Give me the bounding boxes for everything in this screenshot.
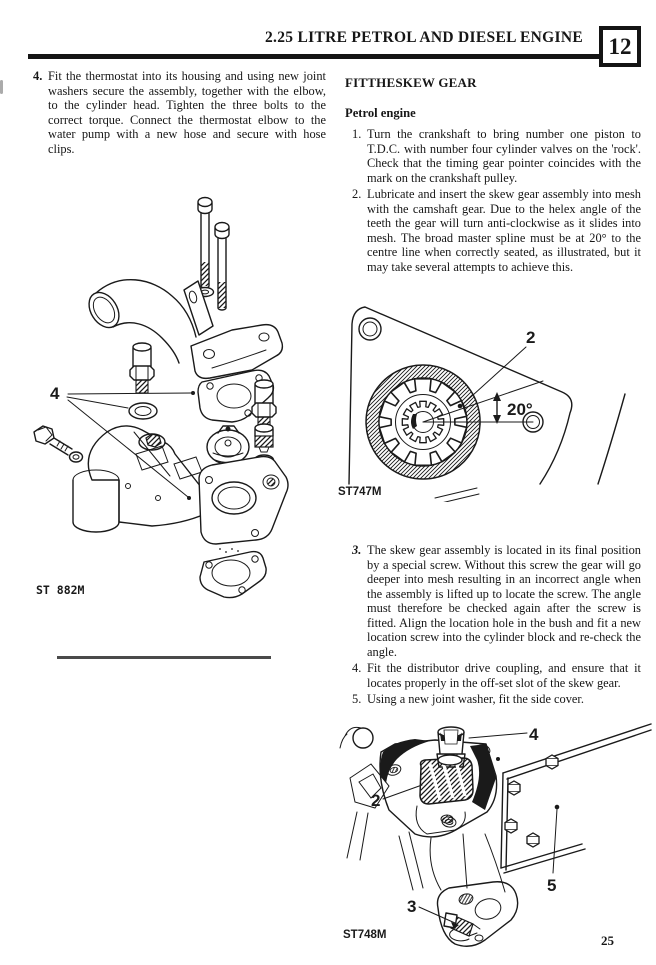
page-number: 25 <box>601 933 614 948</box>
step-item <box>352 661 641 690</box>
step-item <box>352 692 641 707</box>
figure-label-st747m: ST747M <box>338 486 382 498</box>
step-text: Fit the distributor drive coupling, and ensure that it locates properly in the off-set slot of the skew gear. <box>367 661 641 690</box>
page-title: 2.25 LITRE PETROL AND DIESEL ENGINE <box>264 29 583 46</box>
step-text: Lubricate and insert the skew gear assembly into mesh with the camshaft gear. Due to the helex angle of the teeth the gear will turn anti-clockwise as it slides into mesh. The broad master spline must be at 20° to the centre line when correctly seated, as illustrated, but it may take several attempts to achieve this. <box>367 187 641 274</box>
cover-bolt <box>508 781 520 795</box>
steps-list-2 <box>352 543 641 707</box>
left-column <box>33 69 326 156</box>
figure-thermostat-exploded <box>12 180 330 608</box>
step-text: Turn the crankshaft to bring number one piston to T.D.C. with number four cylinder valves on the 'rock'. Check that the timing gear pointer coincides with the mark on the crankshaft pulley. <box>367 127 641 185</box>
location-screw <box>444 913 480 941</box>
figure-label-st882m: ST 882M <box>36 583 85 597</box>
step-text: Fit the thermostat into its housing and using new joint washers secure the assembly, together with the elbow, to the cylinder head. Tighten the three bolts to the correct torque. Connect the thermostat elbow to the water pump with a new hose and secure with hose clips. <box>48 69 326 156</box>
long-bolt-2 <box>215 223 229 311</box>
callout-2-group <box>371 785 422 810</box>
cover-bolt <box>527 833 539 847</box>
hose-adapter <box>130 343 154 393</box>
steps-list-1 <box>352 127 641 274</box>
long-bolt-1 <box>198 198 212 289</box>
callout-4-group <box>469 725 539 744</box>
figure-skew-gear-angle <box>337 302 645 502</box>
step-number: 4. <box>33 69 43 83</box>
figure-side-cover <box>335 716 656 950</box>
small-bolt-and-washer <box>34 426 83 462</box>
elbow-flange <box>191 325 282 379</box>
step-item <box>352 543 641 659</box>
right-column-bottom <box>345 543 641 707</box>
callout-2-label: 2 <box>526 328 536 347</box>
callout-4-label: 4 <box>50 384 60 403</box>
step-number: 4. <box>352 661 362 675</box>
callout-gear: 2 <box>371 791 381 810</box>
thermostat <box>207 426 249 464</box>
skew-gear-installed <box>416 755 473 834</box>
section-heading: FITTHESKEW GEAR <box>345 75 477 90</box>
angle-value: 20° <box>507 400 533 419</box>
subsection-heading: Petrol engine <box>345 106 416 120</box>
joint-gasket-lower <box>200 552 266 598</box>
step-number: 5. <box>352 692 362 706</box>
callout-5-group <box>547 805 559 895</box>
step-number: 3. <box>352 543 362 557</box>
cover-bolt <box>505 819 517 833</box>
callout-coupling: 4 <box>529 725 539 744</box>
header-rule <box>28 54 600 59</box>
column-divider <box>57 656 271 659</box>
step-item <box>352 187 641 274</box>
cover-bolt <box>546 755 558 769</box>
cylinder-block-face <box>340 727 505 892</box>
step-text: The skew gear assembly is located in its final position by a special screw. Without this screw the gear will go deeper into mesh resulting in an incorrect angle when the assembly is lifted up to locate the screw. The angle must therefore be checked again after the screw is fitted. Align the location hole in the bush and fit a new location screw into the cylinder block and re-check the angle. <box>367 543 641 659</box>
step-item <box>352 127 641 185</box>
thermostat-seat-housing <box>199 457 288 553</box>
hose-adapter-2 <box>252 380 276 430</box>
callout-cover: 5 <box>547 876 557 895</box>
side-cover-plate <box>501 724 651 873</box>
water-outlet-housing <box>73 426 208 532</box>
step-text: Using a new joint washer, fit the side cover. <box>367 692 584 706</box>
right-column-top <box>345 75 641 274</box>
chapter-number-box <box>599 26 641 67</box>
adapter-washer <box>129 403 157 419</box>
step-item <box>33 69 326 156</box>
callout-screw: 3 <box>407 897 417 916</box>
figure-label-st748m: ST748M <box>343 929 387 941</box>
step-number: 1. <box>352 127 362 141</box>
scan-smudge <box>0 80 3 94</box>
chapter-number: 12 <box>608 33 632 59</box>
step-number: 2. <box>352 187 362 201</box>
plug-fitting <box>255 424 273 452</box>
